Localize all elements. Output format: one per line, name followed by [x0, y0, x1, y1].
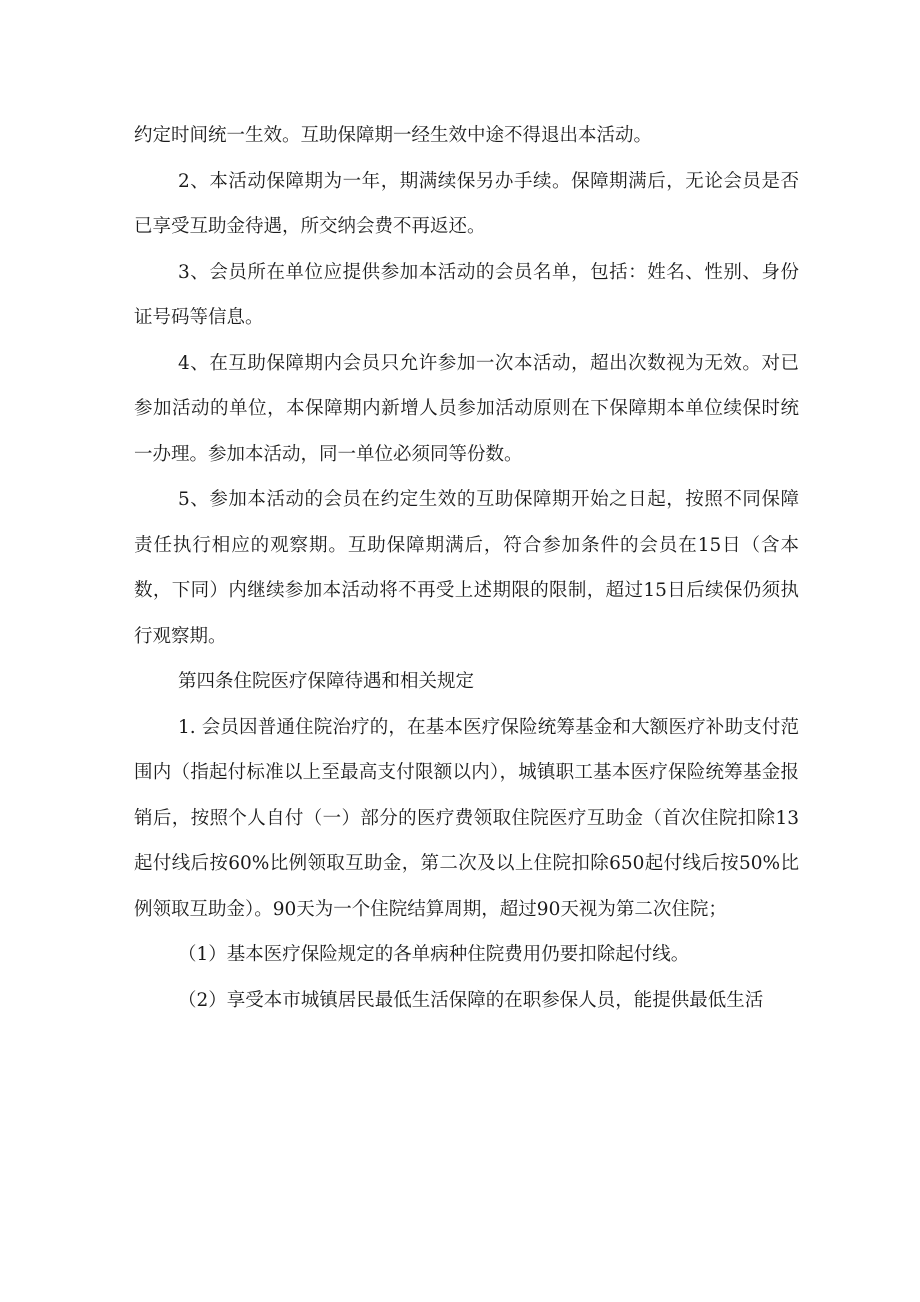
document-body [134, 113, 799, 1023]
section-heading-article-4: 第四条住院医疗保障待遇和相关规定 [178, 671, 475, 692]
paragraph-continuation: 约定时间统一生效。互助保障期一经生效中途不得退出本活动。 [134, 125, 653, 146]
paragraph-item-4: 4、在互助保障期内会员只允许参加一次本活动，超出次数视为无效。对已参加活动的单位，本保障期内新增人员参加活动原则在下保障期本单位续保时统一办理。参加本活动，同一单位必须同等份数。 [134, 352, 799, 465]
paragraph-subclause-2: （2）享受本市城镇居民最低生活保障的在职参保人员，能提供最低生活 [178, 989, 764, 1011]
paragraph-item-5: 5、参加本活动的会员在约定生效的互助保障期开始之日起，按照不同保障责任执行相应的观察期。互助保障期满后，符合参加条件的会员在15日（含本数，下同）内继续参加本活动将不再受上述期限的限制，超过15日后续保仍须执行观察期。 [134, 489, 799, 647]
paragraph-item-2: 2、本活动保障期为一年，期满续保另办手续。保障期满后，无论会员是否已享受互助金待遇，所交纳会费不再返还。 [134, 170, 799, 237]
paragraph-item-3: 3、会员所在单位应提供参加本活动的会员名单，包括：姓名、性别、身份证号码等信息。 [134, 261, 799, 328]
paragraph-subclause-1: （1）基本医疗保险规定的各单病种住院费用仍要扣除起付线。 [178, 944, 690, 965]
paragraph-clause-1: 1. 会员因普通住院治疗的，在基本医疗保险统筹基金和大额医疗补助支付范围内（指起付标准以上至最高支付限额以内），城镇职工基本医疗保险统筹基金报销后，按照个人自付（一）部分的医疗费领取住院医疗互助金（首次住院扣除13起付线后按60%比例领取互助金，第二次及以上住院扣除650起付线后按50%比例领取互助金）。90天为一个住院结算周期，超过90天视为第二次住院； [134, 716, 799, 920]
